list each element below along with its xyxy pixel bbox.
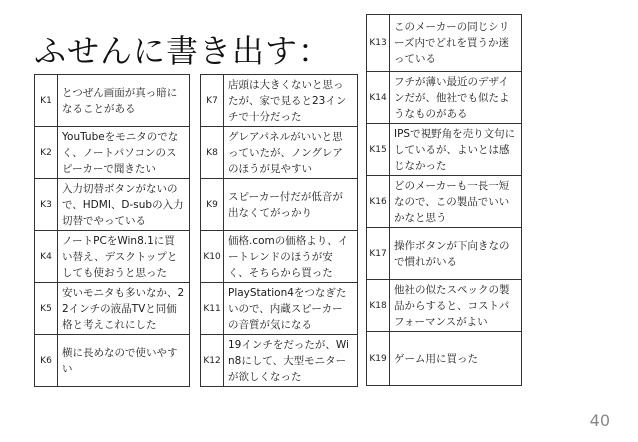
- note-id: K3: [35, 179, 58, 230]
- page-number: 40: [589, 411, 610, 430]
- note-id: K2: [35, 127, 58, 178]
- sticky-note-row: [201, 231, 357, 283]
- note-text: 入力切替ボタンがないので、HDMI、D-subの入力切替でやっている: [62, 182, 184, 227]
- note-text: グレアパネルがいいと思っていたが、ノングレアのほうが見やすい: [228, 130, 343, 175]
- note-text: ノートPCをWin8.1に買い替え、デスクトップとしても使おうと思った: [62, 234, 178, 279]
- note-id: K13: [367, 15, 390, 71]
- sticky-note-row: [367, 124, 521, 176]
- sticky-note-row: [35, 127, 189, 179]
- sticky-note-row: [367, 15, 521, 72]
- note-id: K8: [201, 127, 224, 178]
- sticky-note-column-3: [366, 14, 522, 386]
- sticky-note-row: [367, 228, 521, 280]
- note-id: K19: [367, 332, 390, 385]
- sticky-note-row: [35, 179, 189, 231]
- note-id: K1: [35, 75, 58, 126]
- note-text: ゲーム用に買った: [394, 352, 478, 365]
- note-id: K16: [367, 176, 390, 227]
- note-id: K5: [35, 283, 58, 334]
- sticky-note-row: [201, 75, 357, 127]
- note-id: K12: [201, 335, 224, 386]
- note-text: とつぜん画面が真っ暗になることがある: [62, 86, 178, 115]
- sticky-note-row: [35, 75, 189, 127]
- sticky-note-row: [35, 231, 189, 283]
- sticky-note-column-2: [200, 74, 358, 387]
- note-id: K18: [367, 280, 390, 331]
- note-id: K6: [35, 335, 58, 386]
- note-text: 操作ボタンが下向きなので慣れがいる: [394, 239, 510, 268]
- slide-title: ふせんに書き出す：: [34, 32, 332, 70]
- sticky-note-row: [201, 335, 357, 387]
- note-text: どのメーカーも一長一短なので、この製品でいいかなと思う: [394, 179, 510, 224]
- note-id: K17: [367, 228, 390, 279]
- sticky-note-row: [35, 335, 189, 387]
- note-text: IPSで視野角を売り文句にしているが、よいとは感じなかった: [394, 127, 516, 172]
- note-id: K11: [201, 283, 224, 334]
- note-text: フチが薄い最近のデザインだが、他社でも似たようなものがある: [394, 75, 510, 120]
- sticky-note-row: [367, 332, 521, 386]
- note-id: K9: [201, 179, 224, 230]
- note-text: 横に長めなので使いやすい: [62, 346, 178, 375]
- sticky-note-row: [201, 283, 357, 335]
- sticky-note-row: [367, 72, 521, 124]
- note-id: K4: [35, 231, 58, 282]
- sticky-note-row: [201, 127, 357, 179]
- note-text: YouTubeをモニタのでなく、ノートパソコンのスピーカーで聞きたい: [62, 130, 179, 175]
- note-id: K10: [201, 231, 224, 282]
- sticky-note-row: [367, 176, 521, 228]
- note-id: K14: [367, 72, 390, 123]
- note-text: PlayStation4をつなぎたいので、内蔵スピーカーの音質が気になる: [228, 286, 347, 331]
- note-text: 店頭は大きくないと思ったが、家で見ると23インチで十分だった: [228, 78, 347, 123]
- note-text: 価格.comの価格より、イートレンドのほうが安く、そちらから買った: [228, 234, 349, 279]
- sticky-note-row: [367, 280, 521, 332]
- sticky-note-row: [35, 283, 189, 335]
- note-id: K15: [367, 124, 390, 175]
- note-text: このメーカーの同じシリーズ内でどれを買うか迷っている: [394, 21, 510, 65]
- note-text: 19インチをだったが、Win8にして、大型モニターが欲しくなった: [228, 338, 349, 383]
- note-text: スピーカー付だが低音が出なくてがっかり: [228, 190, 343, 219]
- note-text: 他社の似たスペックの製品からすると、コストパフォーマンスがよい: [394, 283, 510, 328]
- note-text: 安いモニタも多いなか、22インチの液晶TVと同価格と考えこれにした: [62, 286, 185, 331]
- sticky-note-column-1: [34, 74, 190, 387]
- sticky-note-row: [201, 179, 357, 231]
- note-id: K7: [201, 75, 224, 126]
